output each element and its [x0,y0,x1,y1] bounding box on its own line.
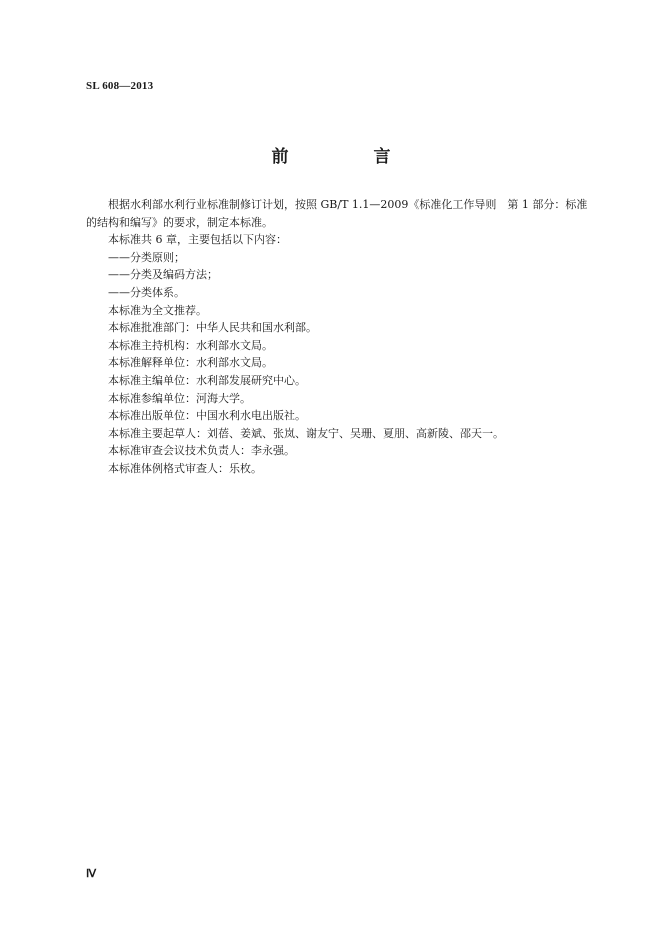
paragraph-co-editor: 本标准参编单位：河海大学。 [108,391,251,405]
paragraph-publisher: 本标准出版单位：中国水利水电出版社。 [108,409,306,423]
standard-code: SL 608—2013 [86,80,154,92]
paragraph-chapters: 本标准共 6 章，主要包括以下内容： [108,233,287,247]
paragraph-recommendation: 本标准为全文推荐。 [108,303,207,317]
paragraph-chief-editor: 本标准主编单位：水利部发展研究中心。 [108,373,306,387]
list-item-principles: ——分类原则； [108,250,185,264]
page-number: Ⅳ [86,868,97,880]
paragraph-review-lead: 本标准审查会议技术负责人：李永强。 [108,444,295,458]
paragraph-host-org: 本标准主持机构：水利部水文局。 [108,338,273,352]
list-item-system: ——分类体系。 [108,285,185,299]
page-title: 前 言 [271,147,425,167]
paragraph-intro: 根据水利部水利行业标准制修订计划，按照 GB/T 1.1—2009《标准化工作导则 第 1 部分：标准的结构和编写》的要求，制定本标准。 [86,198,588,229]
paragraph-interpretation-unit: 本标准解释单位：水利部水文局。 [108,356,273,370]
paragraph-drafters: 本标准主要起草人：刘蓓、姜斌、张岚、谢友宁、吴珊、夏朋、高新陵、邵天一。 [108,426,504,440]
paragraph-format-reviewer: 本标准体例格式审查人：乐枚。 [108,461,262,475]
foreword-body [86,196,598,478]
list-item-methods: ——分类及编码方法； [108,268,218,282]
paragraph-approval-dept: 本标准批准部门：中华人民共和国水利部。 [108,321,317,335]
